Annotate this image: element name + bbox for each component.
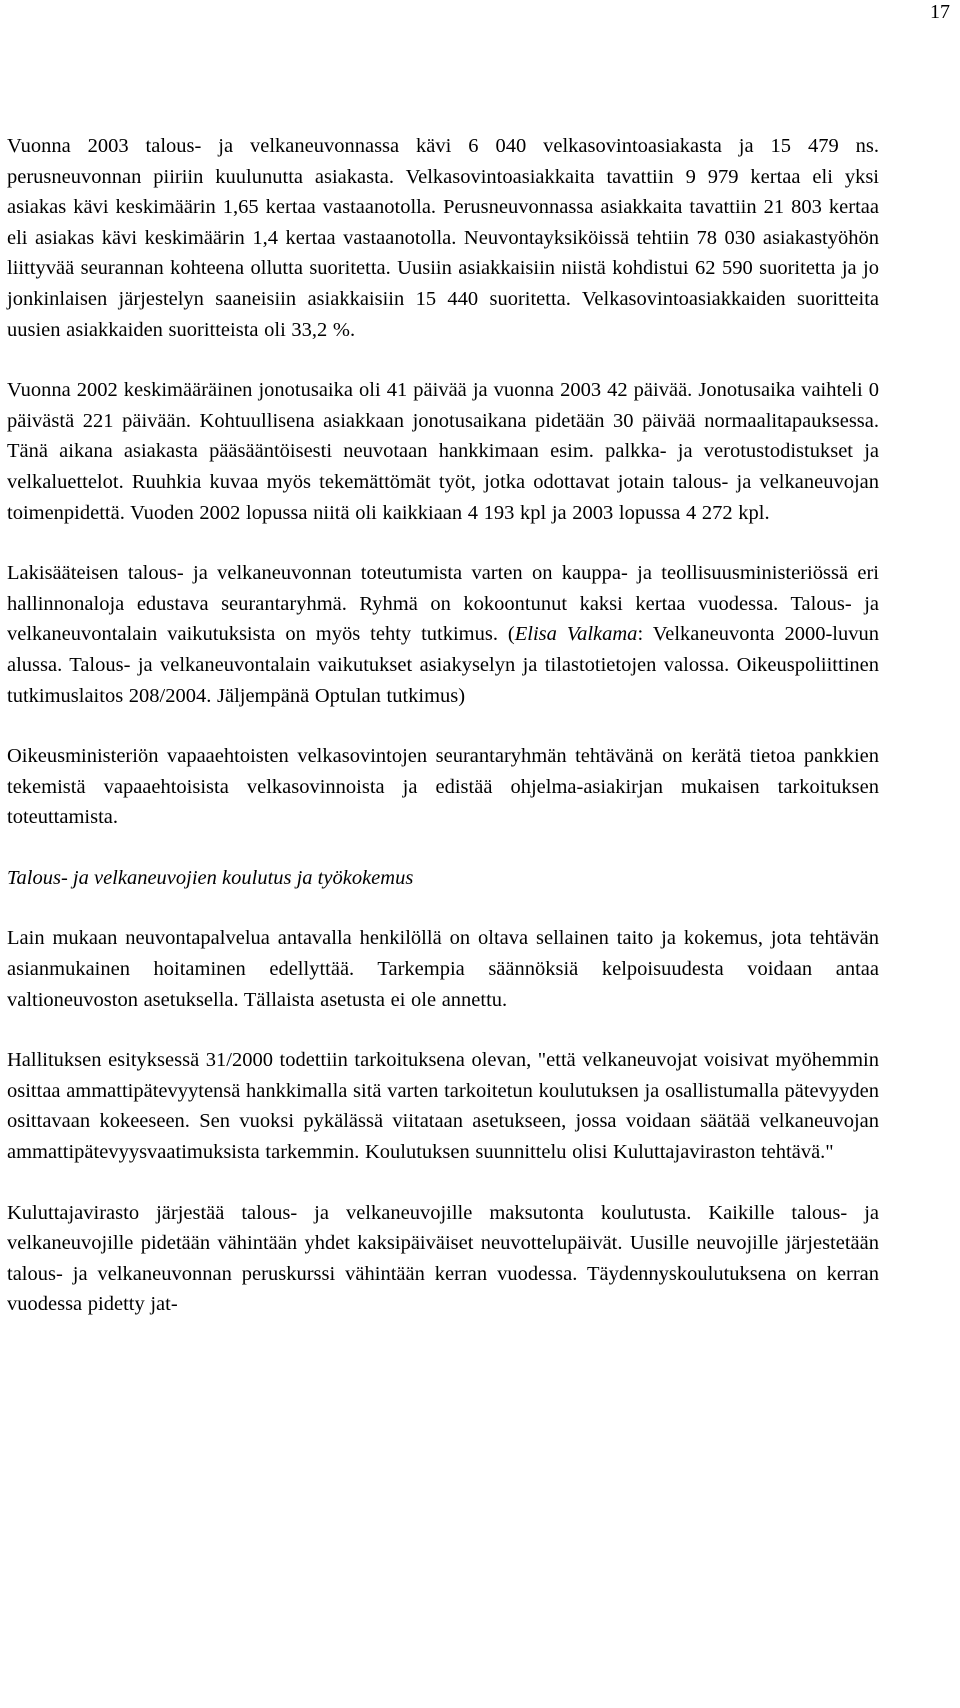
paragraph-monitoring-group xyxy=(7,558,879,711)
paragraph-monitoring-group-citation: : Velkaneuvonta 2000-luvun alussa. Talous- ja velkaneuvontalain vaikutukset asiakyselyn ja tilastotietojen valossa. Oikeuspoliittinen tutkimuslaitos 208/2004. Jäljempänä Optulan tutkimus) xyxy=(7,623,879,707)
paragraph-queue-times: Vuonna 2002 keskimääräinen jonotusaika oli 41 päivää ja vuonna 2003 42 päivää. Jonotusaika vaihteli 0 päivästä 221 päivään. Kohtuullisena asiakkaan jonotusaikana pidetään 30 päivää normaalitapauksessa. Tänä aikana asiakasta pääsääntöisesti neuvotaan hankkimaan esim. palkka- ja verotustodistukset ja velkaluettelot. Ruuhkia kuvaa myös tekemättömät työt, jotka odottavat jotain talous- ja velkaneuvojan toimenpidettä. Vuoden 2002 lopussa niitä oli kaikkiaan 4 193 kpl ja 2003 lopussa 4 272 kpl. xyxy=(7,379,879,524)
section-heading: Talous- ja velkaneuvojien koulutus ja työkokemus xyxy=(7,866,414,889)
paragraph-client-statistics: Vuonna 2003 talous- ja velkaneuvonnassa kävi 6 040 velkasovintoasiakasta ja 15 479 ns. perusneuvonnan piiriin kuulunutta asiakasta. Velkasovintoasiakkaita tavattiin 9 979 kertaa eli yksi asiakas kävi keskimäärin 1,65 kertaa vastaanotolla. Perusneuvonnassa asiakkaita tavattiin 21 803 kertaa eli asiakas kävi keskimäärin 1,4 kertaa vastaanotolla. Neuvontayksiköissä tehtiin 78 030 asiakastyöhön liittyvää seurannan kohteena ollutta suoritetta. Uusiin asiakkaisiin niistä kohdistui 62 590 suoritetta ja jo jonkinlaisen järjestelyn saaneisiin asiakkaisiin 15 440 suoritetta. Velkasovintoasiakkaiden suoritteita uusien asiakkaiden suoritteista oli 33,2 %. xyxy=(7,135,879,341)
paragraph-training: Kuluttajavirasto järjestää talous- ja velkaneuvojille maksutonta koulutusta. Kaikille talous- ja velkaneuvojille pidetään vähintään yhdet kaksipäiväiset neuvottelupäivät. Uusille neuvojille järjestetään talous- ja velkaneuvonnan peruskurssi vähintään kerran vuodessa. Täydennyskoulutuksena on kerran vuodessa pidetty jat- xyxy=(7,1201,879,1316)
paragraph-ministry-group: Oikeusministeriön vapaaehtoisten velkasovintojen seurantaryhmän tehtävänä on kerätä tietoa pankkien tekemistä vapaaehtoisista velkasovinnoista ja edistää ohjelma-asiakirjan mukaisen tarkoituksen toteuttamista. xyxy=(7,745,879,829)
document-body xyxy=(7,131,879,1320)
page-number: 17 xyxy=(930,1,950,23)
paragraph-qualifications: Lain mukaan neuvontapalvelua antavalla henkilöllä on oltava sellainen taito ja kokemus, jota tehtävän asianmukainen hoitaminen edellyttää. Tarkempia säännöksiä kelpoisuudesta voidaan antaa valtioneuvoston asetuksella. Tällaista asetusta ei ole annettu. xyxy=(7,927,879,1011)
author-name: Elisa Valkama xyxy=(514,623,638,646)
paragraph-government-proposal: Hallituksen esityksessä 31/2000 todettiin tarkoituksena olevan, "että velkaneuvojat voisivat myöhemmin osittaa ammattipätevyytensä hankkimalla sitä varten tarkoitetun koulutuksen ja osallistumalla pätevyyden osittavaan kokeeseen. Sen vuoksi pykälässä viitataan asetukseen, jossa voidaan säätää velkaneuvojan ammattipätevyysvaatimuksista tarkemmin. Koulutuksen suunnittelu olisi Kuluttajaviraston tehtävä." xyxy=(7,1049,879,1164)
paragraph-monitoring-group-text: Lakisääteisen talous- ja velkaneuvonnan toteutumista varten on kauppa- ja teollisuusministeriössä eri hallinnonaloja edustava seurantaryhmä. Ryhmä on kokoontunut kaksi kertaa vuodessa. Talous- ja velkaneuvontalain vaikutuksista on myös tehty tutkimus. ( xyxy=(7,562,879,646)
